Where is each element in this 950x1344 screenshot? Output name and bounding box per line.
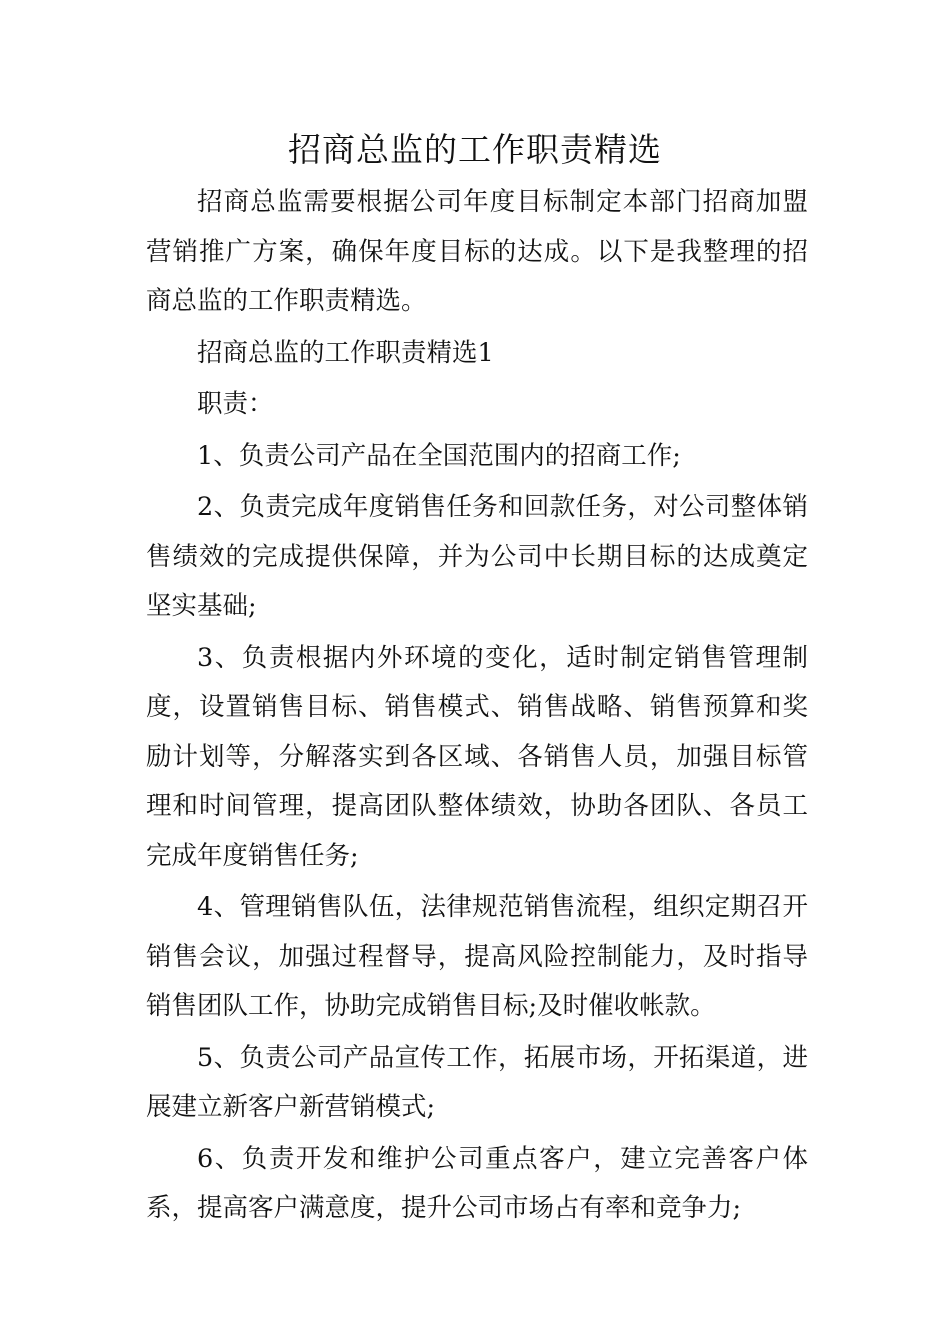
intro-paragraph: 招商总监需要根据公司年度目标制定本部门招商加盟营销推广方案，确保年度目标的达成。以下是我整理的招商总监的工作职责精选。 <box>146 187 808 316</box>
document-title: 招商总监的工作职责精选 <box>288 130 662 169</box>
duty-item-3: 3、负责根据内外环境的变化，适时制定销售管理制度，设置销售目标、销售模式、销售战略、销售预算和奖励计划等，分解落实到各区域、各销售人员，加强目标管理和时间管理，提高团队整体绩效，协助各团队、各员工完成年度销售任务; <box>146 642 808 871</box>
duty-item-6: 6、负责开发和维护公司重点客户，建立完善客户体系，提高客户满意度，提升公司市场占有率和竞争力; <box>146 1143 808 1223</box>
duty-item-4: 4、管理销售队伍，法律规范销售流程，组织定期召开销售会议，加强过程督导，提高风险控制能力，及时指导销售团队工作，协助完成销售目标;及时催收帐款。 <box>146 892 808 1021</box>
duty-item-2: 2、负责完成年度销售任务和回款任务，对公司整体销售绩效的完成提供保障，并为公司中长期目标的达成奠定坚实基础; <box>146 492 808 621</box>
section-heading: 招商总监的工作职责精选1 <box>197 337 494 368</box>
duties-label: 职责： <box>197 389 274 419</box>
duty-item-1: 1、负责公司产品在全国范围内的招商工作; <box>197 440 681 471</box>
document-body <box>146 178 808 1234</box>
duty-item-5: 5、负责公司产品宣传工作，拓展市场，开拓渠道，进展建立新客户新营销模式; <box>146 1042 808 1122</box>
